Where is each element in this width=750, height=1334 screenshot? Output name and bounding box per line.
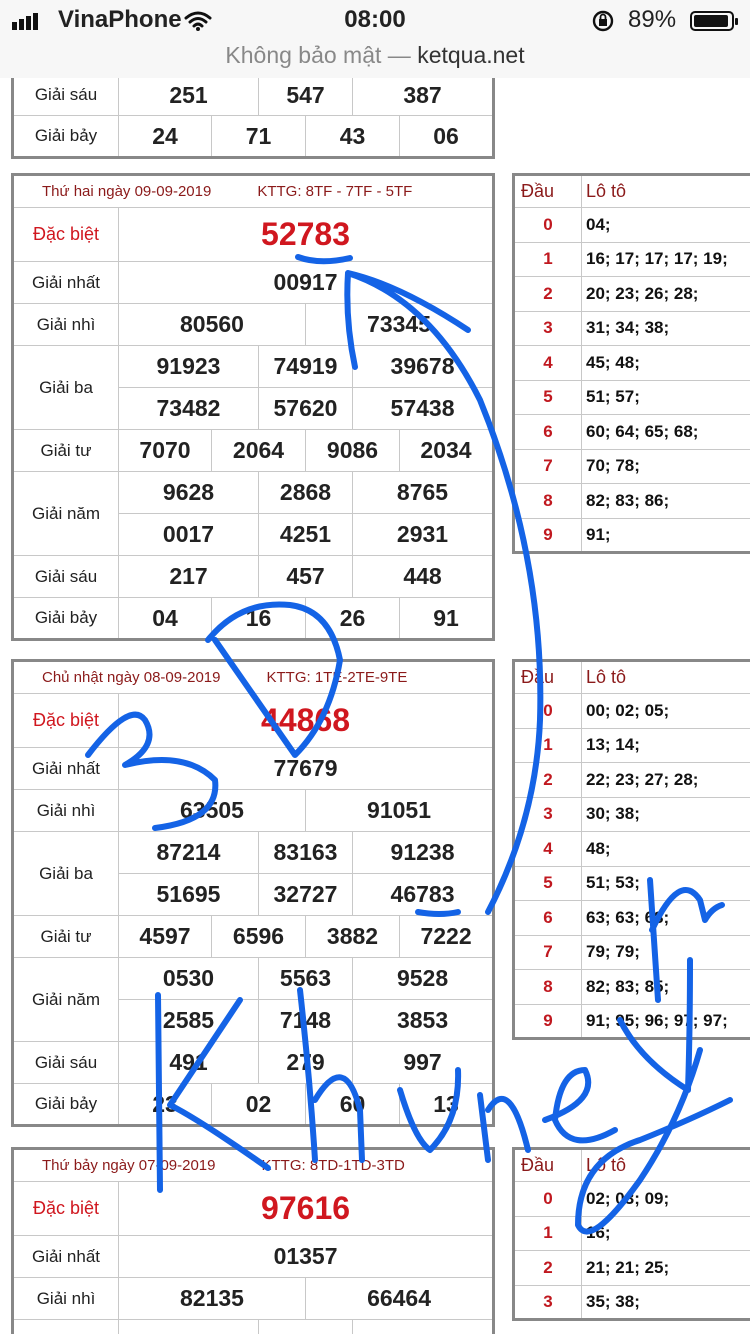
draw-date[interactable]: Thứ bảy ngày 07-09-2019 [42,1157,216,1174]
prize-number: 9528 [353,958,494,1000]
status-bar [0,0,750,42]
dau-digit: 6 [514,901,582,936]
dau-digit: 9 [514,1004,582,1039]
prize-number: 57620 [259,388,353,430]
row-label: Giải sáu [13,78,119,116]
draw-header [13,661,494,694]
loto-values: 20; 23; 26; 28; [582,277,750,312]
prize-number: 6596 [212,916,306,958]
loto-row [514,763,750,798]
loto-row [514,1216,750,1251]
dau-digit: 0 [514,208,582,243]
prize-number: 3853 [353,1000,494,1042]
loto-row [514,728,750,763]
row-label: Giải ba [13,832,119,916]
loto-row [514,694,750,729]
special-prize-number: 52783 [119,208,494,262]
loto-row [514,242,750,277]
result-table-08-09 [11,659,495,1127]
prize-number: 26 [306,598,400,640]
prize-number: 2868 [259,472,353,514]
prize-number: 32727 [259,874,353,916]
row-label: Giải tư [13,430,119,472]
prize-number: 82135 [119,1278,306,1320]
prize-number: 9086 [306,430,400,472]
prize-number: 491 [119,1042,259,1084]
loto-table-08-09 [512,659,750,1040]
prize-number: 66464 [306,1278,494,1320]
prize-number: 547 [259,78,353,116]
loto-values: 51; 57; [582,380,750,415]
row-label: Giải nhì [13,304,119,346]
loto-header: Lô tô [582,1149,750,1182]
loto-values: 22; 23; 27; 28; [582,763,750,798]
loto-values: 48; [582,832,750,867]
prize-number: 71 [212,116,306,158]
row-label: Đặc biệt [13,1182,119,1236]
loto-values: 79; 79; [582,935,750,970]
dau-digit: 2 [514,1251,582,1286]
loto-values: 51; 53; [582,866,750,901]
dau-digit: 3 [514,797,582,832]
loto-values: 60; 64; 65; 68; [582,415,750,450]
row-label: Đặc biệt [13,694,119,748]
special-prize-number: 44868 [119,694,494,748]
prize-number: 448 [353,556,494,598]
row-label: Giải nhất [13,748,119,790]
prize-number: 46783 [353,874,494,916]
dau-digit: 2 [514,763,582,798]
row-label: Giải năm [13,958,119,1042]
prize-number: 51695 [119,874,259,916]
row-label: Giải nhì [13,1278,119,1320]
loto-row [514,277,750,312]
dau-digit: 7 [514,449,582,484]
prize-number: 8765 [353,472,494,514]
dau-header: Đầu [514,1149,582,1182]
loto-row [514,901,750,936]
prize-number: 251 [119,78,259,116]
draw-code: KTTG: 8TF - 7TF - 5TF [257,183,413,200]
dau-digit: 8 [514,484,582,519]
prize-number: 04 [119,598,212,640]
loto-row [514,415,750,450]
prize-number: 0017 [119,514,259,556]
loto-row [514,935,750,970]
prize-number: 7070 [119,430,212,472]
prize-number: 80560 [119,304,306,346]
prize-number: 39678 [353,346,494,388]
prize-number: 387 [353,78,494,116]
loto-row [514,449,750,484]
prize-number: 2931 [353,514,494,556]
dau-digit: 0 [514,694,582,729]
battery-icon [690,11,734,31]
loto-values: 21; 21; 25; [582,1251,750,1286]
loto-table-07-09 [512,1147,750,1321]
prize-number: 13 [400,1084,494,1126]
prize-number: 2064 [212,430,306,472]
row-label: Giải sáu [13,556,119,598]
dau-digit: 4 [514,346,582,381]
result-table-07-09 [11,1147,495,1334]
loto-values: 04; [582,208,750,243]
row-label: Giải bảy [13,116,119,158]
dau-digit: 4 [514,832,582,867]
loto-values: 91; [582,518,750,553]
row-label: Giải sáu [13,1042,119,1084]
dau-digit: 8 [514,970,582,1005]
draw-code: KTTG: 1TE-2TE-9TE [266,669,408,686]
rotation-lock-icon [592,10,614,32]
prize-number: 73345 [306,304,494,346]
clock: 08:00 [344,6,406,33]
prize-number: 4597 [119,916,212,958]
row-label: Giải nhất [13,262,119,304]
loto-values: 82; 83; 85; [582,970,750,1005]
loto-values: 30; 38; [582,797,750,832]
prize-number: 24 [119,116,212,158]
row-label: Giải bảy [13,1084,119,1126]
loto-row [514,346,750,381]
loto-values: 63; 63; 68; [582,901,750,936]
draw-date[interactable]: Thứ hai ngày 09-09-2019 [42,183,212,200]
row-label: Giải năm [13,472,119,556]
loto-values: 70; 78; [582,449,750,484]
draw-header [13,175,494,208]
prize-number: 77679 [119,748,494,790]
loto-values: 91; 95; 96; 97; 97; [582,1004,750,1039]
loto-values: 35; 38; [582,1285,750,1320]
prize-number: 91 [400,598,494,640]
loto-row [514,484,750,519]
battery-percent: 89% [628,6,677,33]
dau-digit: 1 [514,728,582,763]
loto-row [514,380,750,415]
prize-number: 91051 [306,790,494,832]
loto-values: 45; 48; [582,346,750,381]
prize-number: 279 [259,1042,353,1084]
prize-number: 74919 [259,346,353,388]
prize-number: 00917 [119,262,494,304]
prize-number: 7148 [259,1000,353,1042]
loto-row [514,208,750,243]
prize-number: 2034 [400,430,494,472]
result-table-09-09 [11,173,495,641]
loto-values: 13; 14; [582,728,750,763]
loto-row [514,797,750,832]
carrier-name: VinaPhone [58,6,182,33]
dau-digit: 1 [514,1216,582,1251]
row-label: Giải bảy [13,598,119,640]
prize-number: 02 [212,1084,306,1126]
prize-number: 5563 [259,958,353,1000]
loto-values: 16; [582,1216,750,1251]
row-label: Đặc biệt [13,208,119,262]
prize-number: 16 [212,598,306,640]
prize-number: 87214 [119,832,259,874]
prize-number: 60 [306,1084,400,1126]
loto-row [514,518,750,553]
draw-header [13,1149,494,1182]
dau-header: Đầu [514,175,582,208]
loto-header: Lô tô [582,661,750,694]
prize-number: 4251 [259,514,353,556]
prize-number: 63505 [119,790,306,832]
row-label: Giải ba [13,346,119,430]
prize-number: 01357 [119,1236,494,1278]
dau-header: Đầu [514,661,582,694]
prize-number: 83163 [259,832,353,874]
draw-code: KTTG: 8TD-1TD-3TD [261,1157,405,1174]
security-status: Không bảo mật — [225,42,411,68]
prize-number: 9628 [119,472,259,514]
loto-values: 02; 03; 09; [582,1182,750,1217]
dau-digit: 9 [514,518,582,553]
loto-table-09-09 [512,173,750,554]
url-domain: ketqua.net [417,42,525,68]
dau-digit: 7 [514,935,582,970]
dau-digit: 3 [514,311,582,346]
dau-digit: 2 [514,277,582,312]
special-prize-number: 97616 [119,1182,494,1236]
prize-number: 3882 [306,916,400,958]
page-content [0,78,750,1334]
row-label: Giải tư [13,916,119,958]
prize-number: 73482 [119,388,259,430]
dau-digit: 3 [514,1285,582,1320]
loto-row [514,1251,750,1286]
prize-number: 217 [119,556,259,598]
row-label: Giải nhì [13,790,119,832]
prize-number: 0530 [119,958,259,1000]
loto-values: 31; 34; 38; [582,311,750,346]
loto-values: 16; 17; 17; 17; 19; [582,242,750,277]
loto-row [514,311,750,346]
loto-header: Lô tô [582,175,750,208]
loto-row [514,832,750,867]
result-table-prev [11,78,495,159]
loto-row [514,866,750,901]
loto-row [514,970,750,1005]
prize-number: 2585 [119,1000,259,1042]
prize-number: 91923 [119,346,259,388]
loto-row [514,1004,750,1039]
loto-row [514,1182,750,1217]
prize-number: 457 [259,556,353,598]
dau-digit: 6 [514,415,582,450]
dau-digit: 1 [514,242,582,277]
prize-number: 23 [119,1084,212,1126]
prize-number: 57438 [353,388,494,430]
loto-row [514,1285,750,1320]
dau-digit: 5 [514,866,582,901]
loto-values: 00; 02; 05; [582,694,750,729]
address-bar[interactable] [0,42,750,78]
prize-number: 997 [353,1042,494,1084]
loto-values: 82; 83; 86; [582,484,750,519]
prize-number: 06 [400,116,494,158]
row-label: Giải nhất [13,1236,119,1278]
prize-number: 7222 [400,916,494,958]
dau-digit: 5 [514,380,582,415]
draw-date[interactable]: Chủ nhật ngày 08-09-2019 [42,669,221,686]
prize-number: 43 [306,116,400,158]
dau-digit: 0 [514,1182,582,1217]
prize-number: 91238 [353,832,494,874]
